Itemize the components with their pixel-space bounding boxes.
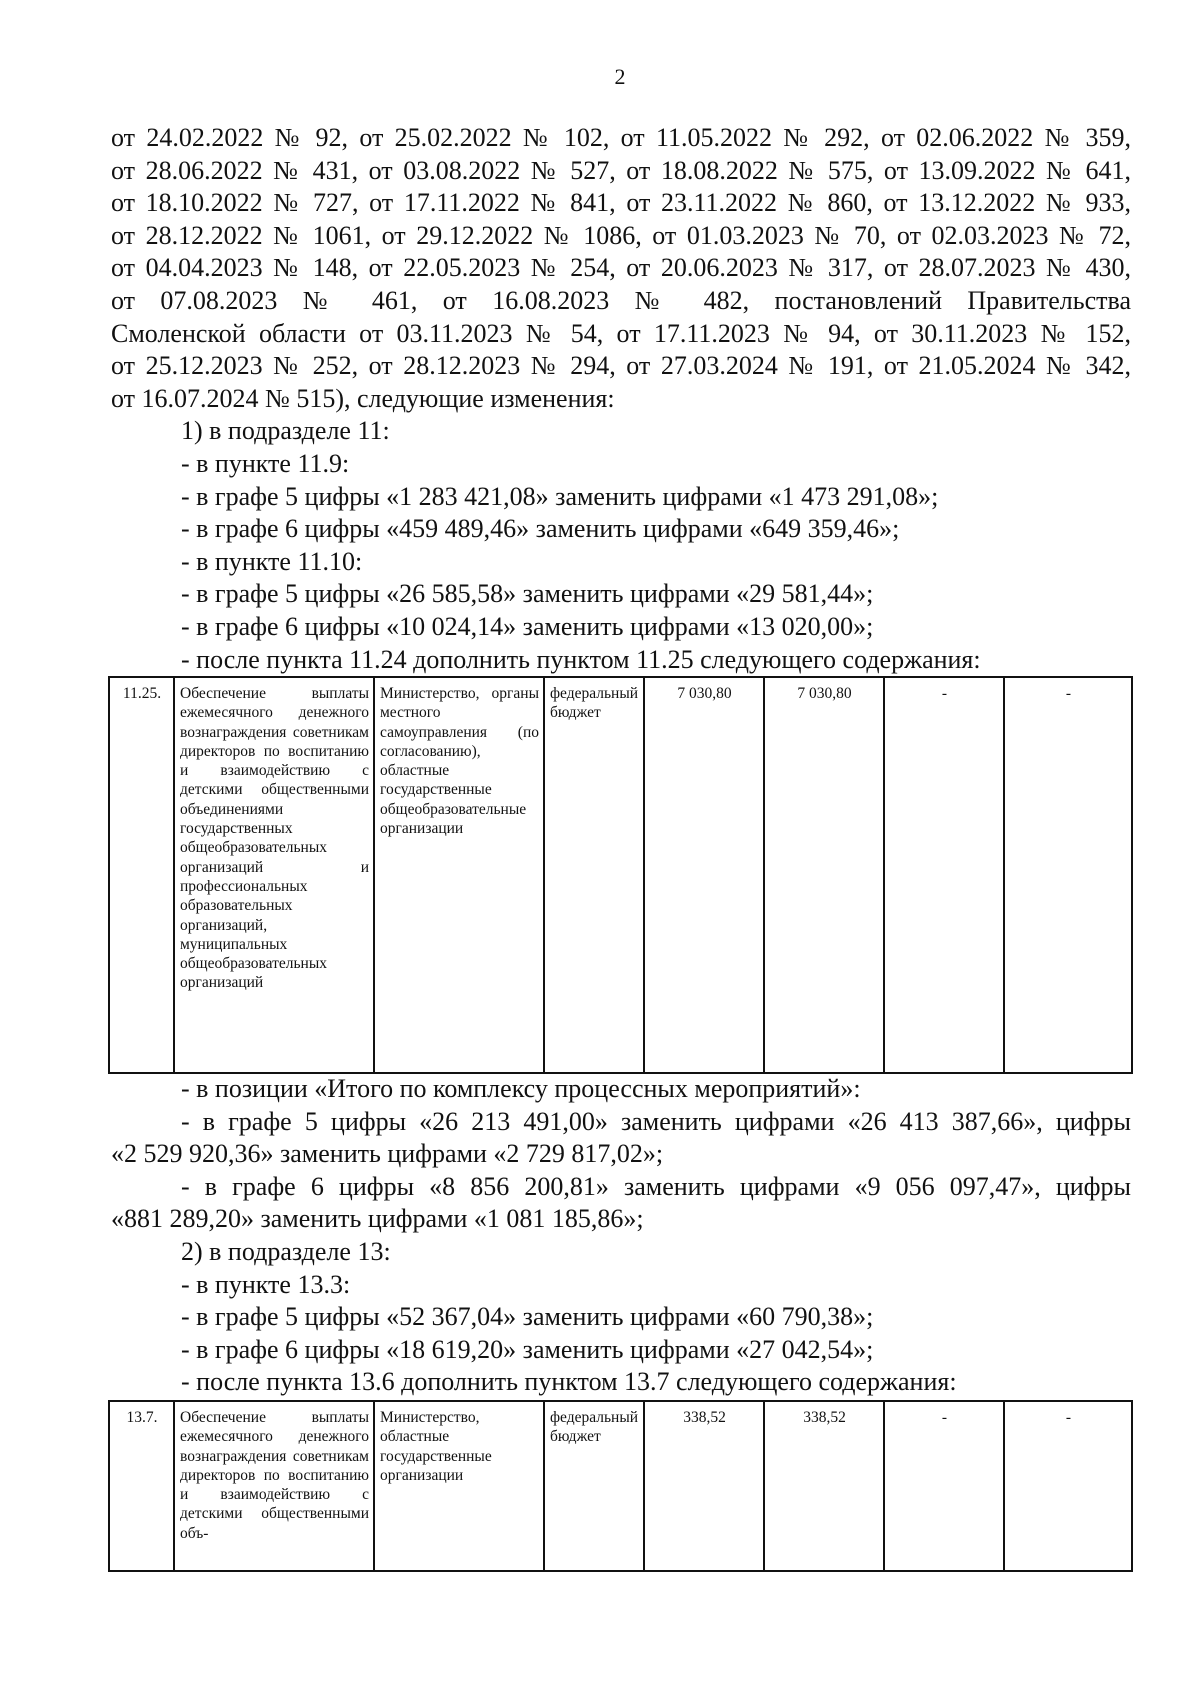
cell-executor: Министерство, органы местного самоуправления (по согласованию), областные государственные общеобразовательные организации [374, 677, 544, 1073]
section-item: - в графе 6 цифры «459 489,46» заменить цифрами «649 359,46»; [181, 514, 900, 544]
section-item: - в пункте 11.9: [181, 448, 350, 478]
middle-paragraphs [111, 1073, 1131, 1399]
section-item: - в графе 5 цифры «26 585,58» заменить цифрами «29 581,44»; [181, 579, 874, 609]
page-number: 2 [614, 64, 626, 89]
section-heading: 2) в подразделе 13: [181, 1236, 391, 1266]
g6-line: «881 289,20» заменить цифрами «1 081 185,86»; [111, 1204, 644, 1234]
cell-source: федеральный бюджет [544, 1401, 644, 1571]
cell-year3: - [1004, 677, 1132, 1073]
cell-source: федеральный бюджет [544, 677, 644, 1073]
table-row [109, 677, 1132, 1073]
g6-line: - в графе 6 цифры «8 856 200,81» заменить цифрами «9 056 097,47», цифры [181, 1171, 1131, 1201]
intro-line: от 24.02.2022 № 92, от 25.02.2022 № 102, от 11.05.2022 № 292, от 02.06.2022 № 359, [111, 123, 1131, 152]
cell-year1: 7 030,80 [764, 677, 884, 1073]
intro-line: от 18.10.2022 № 727, от 17.11.2022 № 841, от 23.11.2022 № 860, от 13.12.2022 № 933, [111, 188, 1131, 218]
intro-line: от 25.12.2023 № 252, от 28.12.2023 № 294, от 27.03.2024 № 191, от 21.05.2024 № 342, [111, 351, 1131, 381]
section-item: - в пункте 13.3: [181, 1269, 351, 1299]
section-item: - после пункта 11.24 дополнить пунктом 11.25 следующего содержания: [181, 644, 981, 674]
intro-line: от 04.04.2023 № 148, от 22.05.2023 № 254, от 20.06.2023 № 317, от 28.07.2023 № 430, [111, 253, 1131, 283]
cell-year3: - [1004, 1401, 1132, 1571]
intro-line: от 28.12.2022 № 1061, от 29.12.2022 № 1086, от 01.03.2023 № 70, от 02.03.2023 № 72, [111, 220, 1131, 250]
cell-number: 11.25. [109, 677, 174, 1073]
table-item-11-25 [108, 676, 1133, 1074]
intro-line: Смоленской области от 03.11.2023 № 54, от 17.11.2023 № 94, от 30.11.2023 № 152, [111, 318, 1131, 348]
table-item-13-7 [108, 1400, 1133, 1572]
section-item: - в графе 5 цифры «1 283 421,08» заменить цифрами «1 473 291,08»; [181, 481, 939, 511]
g5-line: - в графе 5 цифры «26 213 491,00» заменить цифрами «26 413 387,66», цифры [181, 1106, 1131, 1136]
cell-name: Обеспечение выплаты ежемесячного денежного вознаграждения советникам директоров по воспитанию и взаимодействию с детскими общественными объ- [174, 1401, 374, 1571]
section-item: - в графе 5 цифры «52 367,04» заменить цифрами «60 790,38»; [181, 1302, 874, 1332]
intro-line: от 28.06.2022 № 431, от 03.08.2022 № 527, от 18.08.2022 № 575, от 13.09.2022 № 641, [111, 155, 1131, 185]
cell-year2: - [884, 1401, 1004, 1571]
cell-name: Обеспечение выплаты ежемесячного денежного вознаграждения советникам директоров по воспитанию и взаимодействию с детскими общественными объединениями государственных общеобразовательных организаций и профессиональных образовательных организаций, муниципальных общеобразовательных организаций [174, 677, 374, 1073]
intro-paragraph [111, 122, 1131, 676]
intro-line: от 16.07.2024 № 515), следующие изменения: [111, 383, 615, 413]
section-item: - в графе 6 цифры «10 024,14» заменить цифрами «13 020,00»; [181, 611, 874, 641]
section-item: - в пункте 11.10: [181, 546, 363, 576]
g5-line: «2 529 920,36» заменить цифрами «2 729 817,02»; [111, 1139, 664, 1169]
cell-year2: - [884, 677, 1004, 1073]
table-row [109, 1401, 1132, 1571]
intro-line: от 07.08.2023 № 461, от 16.08.2023 № 482, постановлений Правительства [111, 285, 1131, 315]
position-line: - в позиции «Итого по комплексу процессных мероприятий»: [181, 1074, 861, 1103]
section-item: - после пункта 13.6 дополнить пунктом 13.7 следующего содержания: [181, 1367, 957, 1397]
cell-year1: 338,52 [764, 1401, 884, 1571]
cell-number: 13.7. [109, 1401, 174, 1571]
cell-total: 338,52 [644, 1401, 764, 1571]
section-heading: 1) в подразделе 11: [181, 416, 390, 446]
cell-total: 7 030,80 [644, 677, 764, 1073]
section-item: - в графе 6 цифры «18 619,20» заменить цифрами «27 042,54»; [181, 1334, 874, 1364]
cell-executor: Министерство, областные государственные организации [374, 1401, 544, 1571]
